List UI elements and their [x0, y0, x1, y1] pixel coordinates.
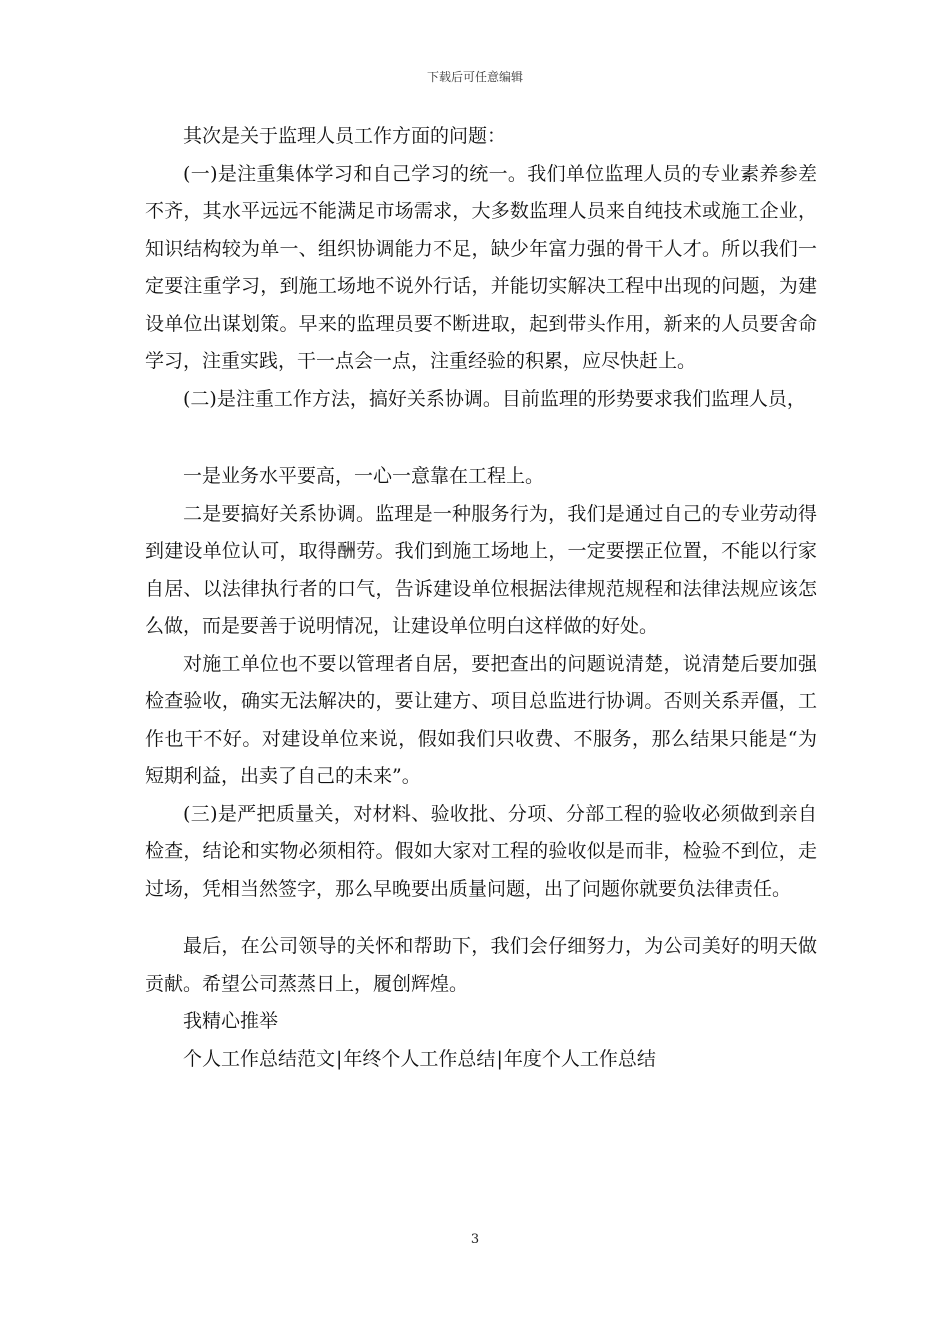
- paragraph-second-requirement: 二是要搞好关系协调。监理是一种服务行为，我们是通过自己的专业劳动得到建设单位认可，取得酬劳。我们到施工场地上，一定要摆正位置，不能以行家自居、以法律执行者的口气，告诉建设单位根据法律规范规程和法律法规应该怎么做，而是要善于说明情况，让建设单位明白这样做的好处。: [145, 502, 817, 637]
- paragraph-first-requirement: 一是业务水平要高，一心一意靠在工程上。: [183, 465, 545, 487]
- paragraph-point-three: (三)是严把质量关，对材料、验收批、分项、分部工程的验收必须做到亲自检查，结论和实物必须相符。假如大家对工程的验收似是而非，检验不到位，走过场，凭相当然签字，那么早晚要出质量问题，出了问题你就要负法律责任。: [145, 802, 817, 900]
- recommend-link-1[interactable]: 个人工作总结范文: [183, 1047, 336, 1070]
- recommend-links: [145, 1041, 817, 1079]
- spacer: [145, 908, 817, 928]
- page-header: 下载后可任意编辑: [426, 70, 523, 84]
- paragraph-construction-unit: 对施工单位也不要以管理者自居，要把查出的问题说清楚，说清楚后要加强检查验收，确实无法解决的，要让建方、项目总监进行协调。否则关系弄僵，工作也干不好。对建设单位来说，假如我们只收费、不服务，那么结果只能是“为短期利益，出卖了自己的未来”。: [145, 652, 817, 787]
- page-number: 3: [470, 1232, 480, 1247]
- paragraph-conclusion: 最后，在公司领导的关怀和帮助下，我们会仔细努力，为公司美好的明天做贡献。希望公司蒸蒸日上，履创辉煌。: [145, 935, 817, 995]
- spacer: [145, 418, 817, 458]
- recommend-heading: 我精心推举: [183, 1010, 279, 1032]
- link-separator: |: [336, 1047, 343, 1070]
- paragraph-intro: 其次是关于监理人员工作方面的问题：: [183, 125, 507, 147]
- document-body: [145, 118, 817, 1078]
- recommend-link-3[interactable]: 年度个人工作总结: [503, 1047, 656, 1070]
- paragraph-point-one: (一)是注重集体学习和自己学习的统一。我们单位监理人员的专业素养参差不齐，其水平远远不能满足市场需求，大多数监理人员来自纯技术或施工企业，知识结构较为单一、组织协调能力不足，缺少年富力强的骨干人才。所以我们一定要注重学习，到施工场地不说外行话，并能切实解决工程中出现的问题，为建设单位出谋划策。早来的监理员要不断进取，起到带头作用，新来的人员要舍命学习，注重实践，干一点会一点，注重经验的积累，应尽快赶上。: [145, 162, 817, 372]
- link-separator: |: [496, 1047, 503, 1070]
- paragraph-point-two: (二)是注重工作方法，搞好关系协调。目前监理的形势要求我们监理人员，: [183, 387, 806, 410]
- recommend-link-2[interactable]: 年终个人工作总结: [343, 1047, 496, 1070]
